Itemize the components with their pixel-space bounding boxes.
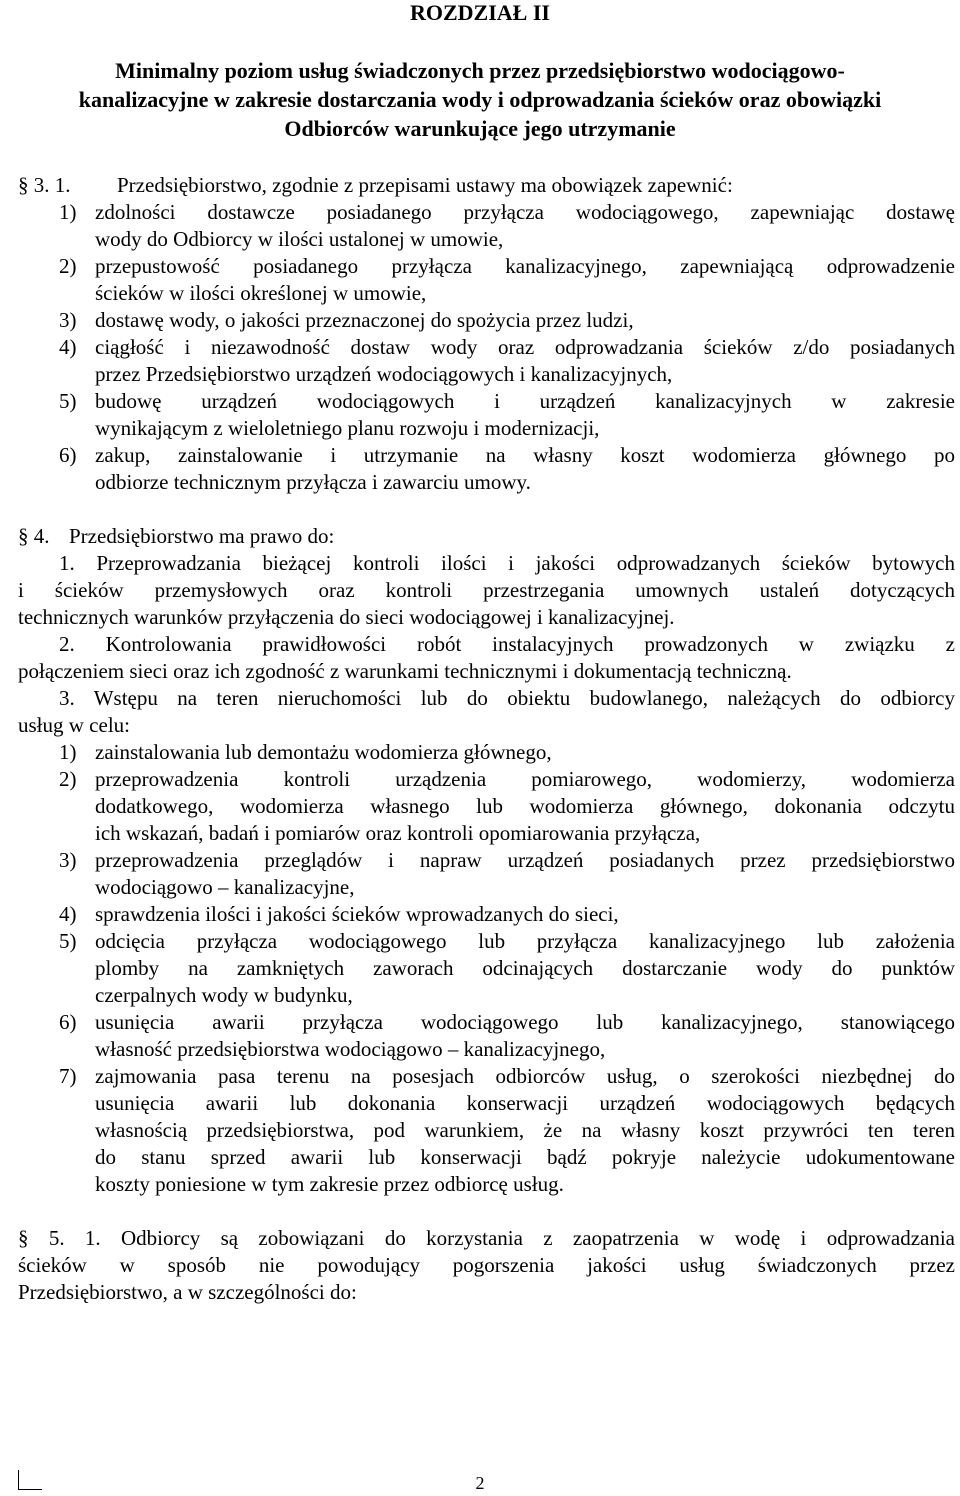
p4-item-7-line-2: usunięcia awarii lub dokonania konserwacji urządzeń wodociągowych będących bbox=[95, 1091, 955, 1115]
p3-item-4-line-2: przez Przedsiębiorstwo urządzeń wodociągowych i kanalizacyjnych, bbox=[95, 362, 673, 386]
chapter-title: ROZDZIAŁ II bbox=[410, 0, 550, 25]
p4-item-3-line-2: wodociągowo – kanalizacyjne, bbox=[95, 875, 355, 899]
p4-item-7-number: 7) bbox=[59, 1064, 77, 1088]
page-number: 2 bbox=[475, 1473, 485, 1493]
section-heading bbox=[40, 56, 920, 143]
p4-item-6-number: 6) bbox=[59, 1010, 77, 1034]
p4-point-1-line-1: 1. Przeprowadzania bieżącej kontroli ilości i jakości odprowadzanych ścieków bytowych bbox=[59, 551, 955, 575]
p4-item-3-number: 3) bbox=[59, 848, 77, 872]
p4-point-3-line-1: 3. Wstępu na teren nieruchomości lub do obiektu budowlanego, należących do odbiorcy bbox=[59, 686, 955, 710]
p4-item-1-line-1: zainstalowania lub demontażu wodomierza głównego, bbox=[95, 740, 552, 764]
p4-item-2-line-1: przeprowadzenia kontroli urządzenia pomiarowego, wodomierzy, wodomierza bbox=[95, 767, 955, 791]
p4-item-5-line-3: czerpalnych wody w budynku, bbox=[95, 983, 353, 1007]
paragraph-4-label: § 4. bbox=[18, 524, 50, 548]
p4-point-1-line-2: i ścieków przemysłowych oraz kontroli przestrzegania umownych ustaleń dotyczących bbox=[18, 578, 955, 602]
p3-item-1-line-1: zdolności dostawcze posiadanego przyłącza wodociągowego, zapewniając dostawę bbox=[95, 200, 955, 224]
p3-item-2-line-2: ścieków w ilości określonej w umowie, bbox=[95, 281, 427, 305]
paragraph-5-line-2: ścieków w sposób nie powodujący pogorszenia jakości usług świadczonych przez bbox=[18, 1253, 955, 1277]
p3-item-2-number: 2) bbox=[59, 254, 77, 278]
p3-item-6-line-2: odbiorze technicznym przyłącza i zawarciu umowy. bbox=[95, 470, 531, 494]
heading-line-1: Minimalny poziom usług świadczonych przez przedsiębiorstwo wodociągowo- bbox=[115, 58, 845, 83]
paragraph-5-line-3: Przedsiębiorstwo, a w szczególności do: bbox=[18, 1280, 357, 1304]
p4-item-6-line-2: własność przedsiębiorstwa wodociągowo – kanalizacyjnego, bbox=[95, 1037, 606, 1061]
heading-line-2: kanalizacyjne w zakresie dostarczania wody i odprowadzania ścieków oraz obowiązki bbox=[78, 87, 882, 112]
p3-item-6-number: 6) bbox=[59, 443, 77, 467]
paragraph-4-intro: Przedsiębiorstwo ma prawo do: bbox=[69, 524, 335, 548]
p4-item-7-line-4: do stanu sprzed awarii lub konserwacji bądź pokryje należycie udokumentowane bbox=[95, 1145, 955, 1169]
paragraph-5-line-1: § 5. 1. Odbiorcy są zobowiązani do korzystania z zaopatrzenia w wodę i odprowadzania bbox=[18, 1226, 955, 1250]
p4-item-4-number: 4) bbox=[59, 902, 77, 926]
heading-line-3: Odbiorców warunkujące jego utrzymanie bbox=[284, 116, 676, 141]
p4-item-4-line-1: sprawdzenia ilości i jakości ścieków wprowadzanych do sieci, bbox=[95, 902, 619, 926]
p4-point-3-line-2: usług w celu: bbox=[18, 713, 130, 737]
p3-item-3-number: 3) bbox=[59, 308, 77, 332]
p4-item-5-line-2: plomby na zamkniętych zaworach odcinających dostarczanie wody do punktów bbox=[95, 956, 955, 980]
p3-item-1-line-2: wody do Odbiorcy w ilości ustalonej w umowie, bbox=[95, 227, 504, 251]
p4-item-2-line-2: dodatkowego, wodomierza własnego lub wodomierza głównego, dokonania odczytu bbox=[95, 794, 955, 818]
p4-point-2-line-2: połączeniem sieci oraz ich zgodność z warunkami technicznymi i dokumentacją techniczną. bbox=[18, 659, 792, 683]
p3-item-5-line-1: budowę urządzeń wodociągowych i urządzeń kanalizacyjnych w zakresie bbox=[95, 389, 955, 413]
p4-item-7-line-1: zajmowania pasa terenu na posesjach odbiorców usług, o szerokości niezbędnej do bbox=[95, 1064, 955, 1088]
p3-item-1-number: 1) bbox=[59, 200, 77, 224]
paragraph-3-label: § 3. 1. bbox=[18, 173, 71, 197]
p4-point-1-line-3: technicznych warunków przyłączenia do sieci wodociągowej i kanalizacyjnej. bbox=[18, 605, 675, 629]
p4-item-5-number: 5) bbox=[59, 929, 77, 953]
p3-item-3-line-1: dostawę wody, o jakości przeznaczonej do spożycia przez ludzi, bbox=[95, 308, 634, 332]
p4-item-2-number: 2) bbox=[59, 767, 77, 791]
p3-item-4-number: 4) bbox=[59, 335, 77, 359]
p3-item-4-line-1: ciągłość i niezawodność dostaw wody oraz odprowadzania ścieków z/do posiadanych bbox=[95, 335, 955, 359]
p4-item-1-number: 1) bbox=[59, 740, 77, 764]
p4-item-7-line-5: koszty poniesione w tym zakresie przez odbiorcę usług. bbox=[95, 1172, 564, 1196]
p4-point-2-line-1: 2. Kontrolowania prawidłowości robót instalacyjnych prowadzonych w związku z bbox=[59, 632, 955, 656]
p4-item-6-line-1: usunięcia awarii przyłącza wodociągowego lub kanalizacyjnego, stanowiącego bbox=[95, 1010, 955, 1034]
p3-item-6-line-1: zakup, zainstalowanie i utrzymanie na własny koszt wodomierza głównego po bbox=[95, 443, 955, 467]
p4-item-5-line-1: odcięcia przyłącza wodociągowego lub przyłącza kanalizacyjnego lub założenia bbox=[95, 929, 955, 953]
p4-item-3-line-1: przeprowadzenia przeglądów i napraw urządzeń posiadanych przez przedsiębiorstwo bbox=[95, 848, 955, 872]
p4-item-7-line-3: własnością przedsiębiorstwa, pod warunkiem, że na własny koszt przywróci ten teren bbox=[95, 1118, 955, 1142]
p3-item-2-line-1: przepustowość posiadanego przyłącza kanalizacyjnego, zapewniającą odprowadzenie bbox=[95, 254, 955, 278]
paragraph-3-intro: Przedsiębiorstwo, zgodnie z przepisami ustawy ma obowiązek zapewnić: bbox=[117, 173, 733, 197]
p3-item-5-line-2: wynikającym z wieloletniego planu rozwoju i modernizacji, bbox=[95, 416, 600, 440]
p3-item-5-number: 5) bbox=[59, 389, 77, 413]
p4-item-2-line-3: ich wskazań, badań i pomiarów oraz kontroli opomiarowania przyłącza, bbox=[95, 821, 701, 845]
